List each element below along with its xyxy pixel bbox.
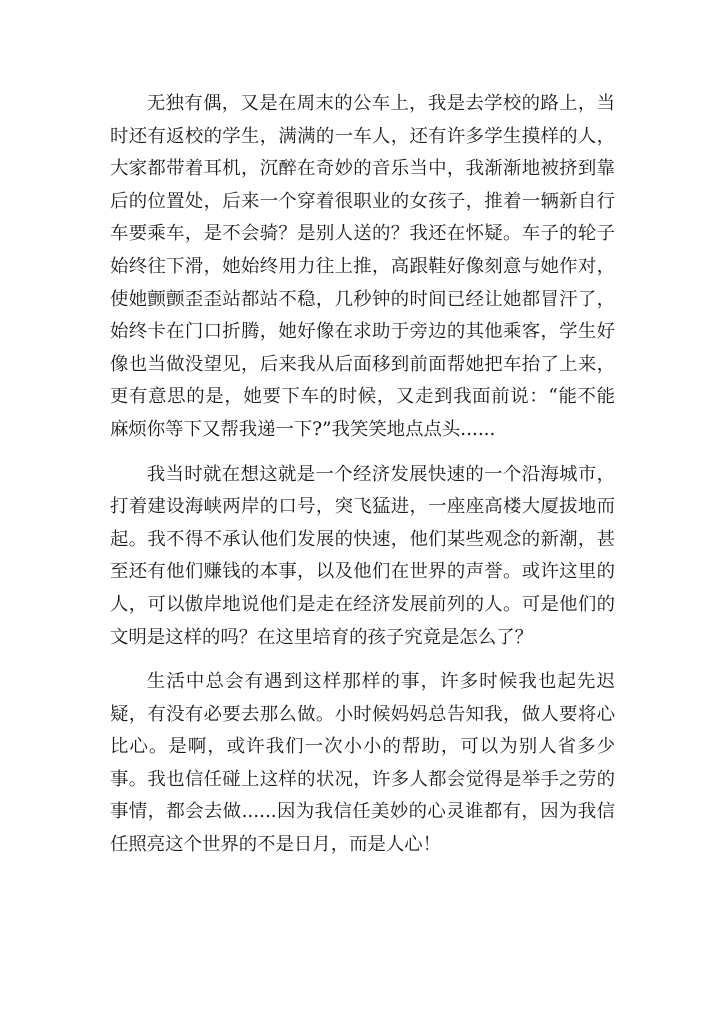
paragraph-city-reflection: 我当时就在想这就是一个经济发展快速的一个沿海城市，打着建设海峡两岸的口号，突飞猛进，一座座高楼大厦拔地而起。我不得不承认他们发展的快速，他们某些观念的新潮，甚至还有他们赚钱的本事，以及他们在世界的声誉。或许这里的人，可以傲岸地说他们是走在经济发展前列的人。可是他们的文明是这样的吗？在这里培育的孩子究竟是怎么了？ <box>110 463 615 648</box>
paragraph-conclusion: 生活中总会有遇到这样那样的事，许多时候我也起先迟疑，有没有必要去那么做。小时候妈妈总告知我，做人要将心比心。是啊，或许我们一次小小的帮助，可以为别人省多少事。我也信任碰上这样的状况，许多人都会觉得是举手之劳的事情，都会去做......因为我信任美妙的心灵谁都有，因为我信任照亮这个世界的不是日月，而是人心！ <box>110 671 615 856</box>
essay-body <box>110 88 615 862</box>
paragraph-bus-story: 无独有偶，又是在周末的公车上，我是去学校的路上，当时还有返校的学生，满满的一车人，还有许多学生摸样的人，大家都带着耳机，沉醉在奇妙的音乐当中，我渐渐地被挤到靠后的位置处，后来一个穿着很职业的女孩子，推着一辆新自行车要乘车，是不会骑？是别人送的？我还在怀疑。车子的轮子始终往下滑，她始终用力往上推，高跟鞋好像刻意与她作对，使她颤颤歪歪站都站不稳，几秒钟的时间已经让她都冒汗了，始终卡在门口折腾，她好像在求助于旁边的其他乘客，学生好像也当做没望见，后来我从后面移到前面帮她把车抬了上来，更有意思的是，她要下车的时候，又走到我面前说：“能不能麻烦你等下又帮我递一下?”我笑笑地点点头...... <box>110 93 615 440</box>
